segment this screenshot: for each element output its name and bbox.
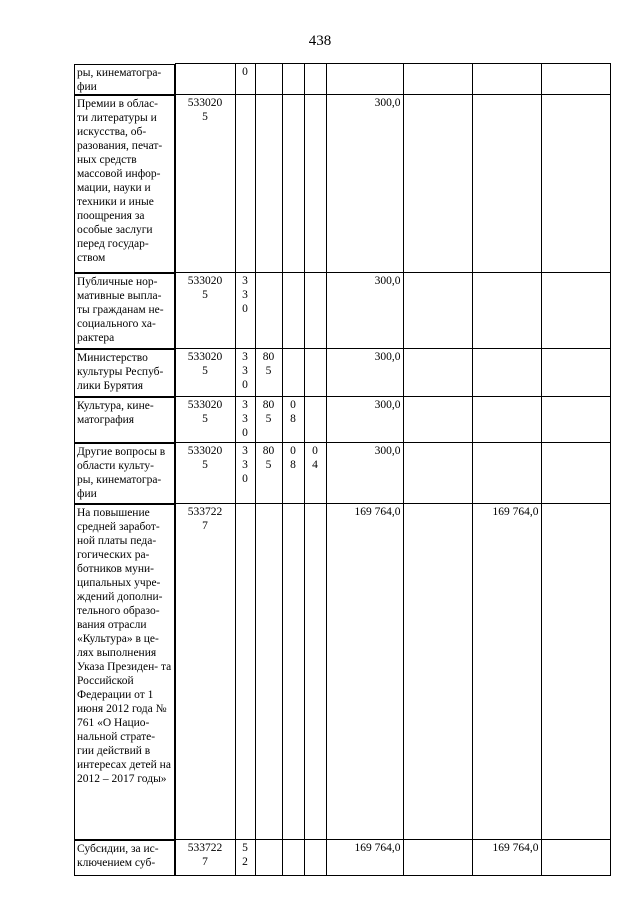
name-cell: Культура, кине- матография	[74, 397, 175, 443]
amount-cell	[403, 443, 472, 504]
subsection-cell	[304, 273, 326, 349]
code-cell: 533020 5	[175, 95, 235, 273]
table-row	[74, 840, 610, 876]
subsection-cell	[304, 64, 326, 95]
amount-cell: 300,0	[326, 443, 403, 504]
amount-cell: 300,0	[326, 349, 403, 397]
amount-cell	[472, 349, 541, 397]
ministry-cell: 80 5	[255, 349, 282, 397]
code-cell: 533722 7	[175, 504, 235, 840]
amount-cell	[541, 443, 610, 504]
subsection-cell	[304, 504, 326, 840]
amount-cell: 169 764,0	[472, 840, 541, 876]
subsection-cell	[304, 95, 326, 273]
ministry-cell: 80 5	[255, 397, 282, 443]
amount-cell	[541, 840, 610, 876]
amount-cell	[472, 64, 541, 95]
table-row	[74, 397, 610, 443]
code-cell: 533722 7	[175, 840, 235, 876]
table-row	[74, 64, 610, 95]
chapter-cell	[282, 840, 304, 876]
chapter-cell	[282, 64, 304, 95]
ministry-cell	[255, 273, 282, 349]
name-cell: На повышение средней заработ- ной платы педа- гогических ра- ботников муни- ципальных учре- ждений дополни- тельного образо- вания отрасли «Культура» в це- лях выполнения Указа Президен- та Российской Федерации от 1 июня 2012 года № 761 «О Нацио- нальной страте- гии действий в интересах детей на 2012 – 2017 годы»	[74, 504, 175, 840]
name-cell: Публичные нор- мативные выпла- ты гражданам не- социального ха- рактера	[74, 273, 175, 349]
subsection-cell	[304, 349, 326, 397]
amount-cell	[403, 95, 472, 273]
amount-cell: 300,0	[326, 397, 403, 443]
chapter-cell: 0 8	[282, 443, 304, 504]
ministry-cell	[255, 64, 282, 95]
code-cell: 533020 5	[175, 397, 235, 443]
amount-cell: 169 764,0	[326, 504, 403, 840]
amount-cell	[541, 397, 610, 443]
amount-cell	[403, 349, 472, 397]
ministry-cell	[255, 95, 282, 273]
section-cell: 3 3 0	[235, 273, 255, 349]
table-row	[74, 443, 610, 504]
amount-cell: 169 764,0	[472, 504, 541, 840]
subsection-cell	[304, 397, 326, 443]
chapter-cell: 0 8	[282, 397, 304, 443]
code-cell: 533020 5	[175, 273, 235, 349]
amount-cell	[403, 504, 472, 840]
section-cell	[235, 95, 255, 273]
name-cell: ры, кинематогра- фии	[74, 64, 175, 95]
amount-cell: 169 764,0	[326, 840, 403, 876]
section-cell: 0	[235, 64, 255, 95]
section-cell	[235, 504, 255, 840]
chapter-cell	[282, 273, 304, 349]
name-cell: Премии в облас- ти литературы и искусства, об- разования, печат- ных средств массовой инфор- мации, науки и техники и иные поощрения за особые заслуги перед государ- ством	[74, 95, 175, 273]
amount-cell: 300,0	[326, 273, 403, 349]
amount-cell	[541, 273, 610, 349]
chapter-cell	[282, 95, 304, 273]
budget-table	[74, 63, 611, 876]
chapter-cell	[282, 349, 304, 397]
ministry-cell	[255, 504, 282, 840]
section-cell: 3 3 0	[235, 397, 255, 443]
amount-cell	[403, 840, 472, 876]
table-row	[74, 504, 610, 840]
amount-cell	[541, 349, 610, 397]
amount-cell	[326, 64, 403, 95]
code-cell	[175, 64, 235, 95]
amount-cell	[403, 64, 472, 95]
code-cell: 533020 5	[175, 443, 235, 504]
ministry-cell: 80 5	[255, 443, 282, 504]
ministry-cell	[255, 840, 282, 876]
chapter-cell	[282, 504, 304, 840]
amount-cell	[472, 397, 541, 443]
section-cell: 5 2	[235, 840, 255, 876]
table-row	[74, 95, 610, 273]
section-cell: 3 3 0	[235, 349, 255, 397]
table-row	[74, 273, 610, 349]
amount-cell	[541, 504, 610, 840]
amount-cell	[472, 95, 541, 273]
name-cell: Субсидии, за ис- ключением суб-	[74, 840, 175, 876]
name-cell: Министерство культуры Респуб- лики Бурятия	[74, 349, 175, 397]
page-number: 438	[308, 33, 332, 49]
amount-cell	[403, 273, 472, 349]
amount-cell	[472, 273, 541, 349]
amount-cell	[472, 443, 541, 504]
amount-cell	[541, 64, 610, 95]
amount-cell	[403, 397, 472, 443]
subsection-cell: 0 4	[304, 443, 326, 504]
subsection-cell	[304, 840, 326, 876]
amount-cell: 300,0	[326, 95, 403, 273]
amount-cell	[541, 95, 610, 273]
table-row	[74, 349, 610, 397]
name-cell: Другие вопросы в области культу- ры, кинематогра- фии	[74, 443, 175, 504]
section-cell: 3 3 0	[235, 443, 255, 504]
code-cell: 533020 5	[175, 349, 235, 397]
